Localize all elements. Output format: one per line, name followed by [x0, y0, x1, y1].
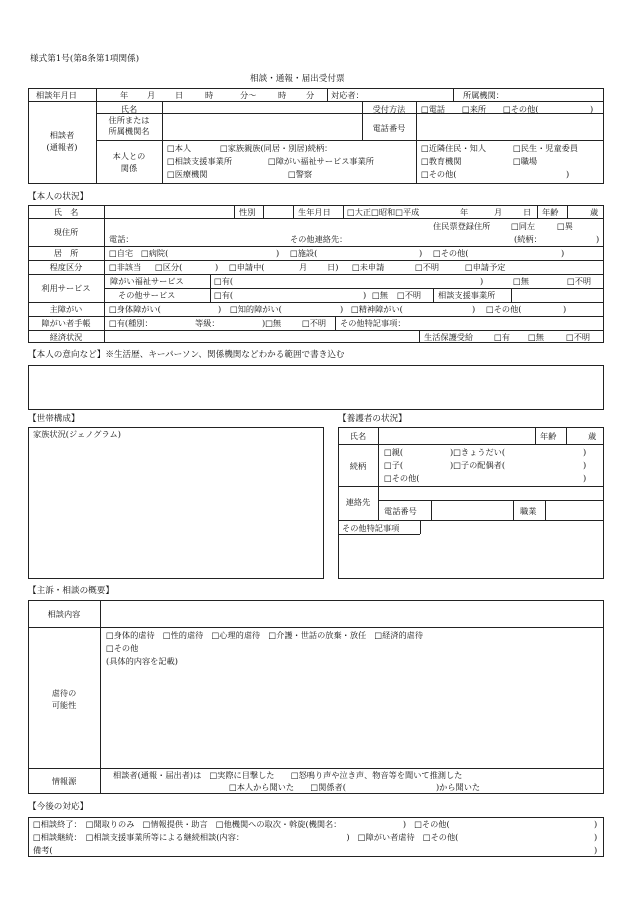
consultant-address-label: 住所または 所属機関名 [108, 115, 150, 136]
welfare-no[interactable]: □無 [528, 332, 544, 342]
abuse-possibility-label: 虐待の 可能性 [51, 688, 77, 710]
abuse-types[interactable]: □身体的虐待 □性的虐待 □心理的虐待 □介護・世話の放棄・放任 □経済的虐待 [106, 630, 424, 640]
level-applying[interactable]: □申請中( [229, 262, 265, 272]
level-day: 日) [327, 262, 339, 272]
relation-police[interactable]: □警察 [288, 169, 313, 179]
caregiver-notes-label: その他特記事項 [342, 523, 400, 533]
address-label: 現住所 [53, 227, 79, 237]
disability-mental-close: ) [472, 304, 476, 314]
date-unit-minute: 分〜 [240, 90, 257, 100]
other-service-none[interactable]: □無 [372, 290, 388, 300]
caregiver-other[interactable]: □その他( [384, 473, 420, 483]
relation-label: 本人との 関係 [112, 151, 146, 173]
other-service-unknown[interactable]: □不明 [397, 290, 422, 300]
info-source-line1[interactable]: 相談者(通報・届出者)は □実際に目撃した □怒鳴り声や泣き声、物音等を聞いて推測した [113, 770, 463, 780]
level-unknown[interactable]: □不明 [415, 262, 440, 272]
family-status-label: 家族状況(ジェノグラム) [33, 429, 121, 439]
disability-physical-close: ) [218, 304, 222, 314]
level-month: 月 [299, 262, 308, 272]
registered-same-option[interactable]: □同左 [511, 221, 536, 231]
caregiver-contact-label: 連絡先 [345, 497, 371, 507]
consultant-label: 相談者 (通報者) [46, 130, 78, 152]
form-title: 相談・通報・届出受付票 [250, 74, 345, 84]
welfare-label: 生活保護受給 [424, 332, 474, 342]
caregiver-parent[interactable]: □親( [384, 447, 404, 457]
consultant-name-label: 氏名 [120, 104, 138, 114]
dob-month-unit: 月 [494, 207, 503, 217]
intention-box[interactable] [28, 365, 604, 410]
special-notes-label: その他特記事項： [340, 318, 406, 328]
level-not-applied[interactable]: □未申請 [352, 262, 385, 272]
relation-family[interactable]: □家族親族(同居・別居)続柄： [220, 143, 333, 153]
caregiver-age-unit: 歳 [588, 431, 597, 441]
agency-label: 所属機関： [463, 90, 504, 100]
disability-other-close: ) [563, 304, 567, 314]
caregiver-job-label: 職業 [520, 506, 537, 516]
disability-intellectual-close: ) [340, 304, 344, 314]
dob-year-unit: 年 [460, 207, 469, 217]
level-scheduled[interactable]: □申請予定 [465, 262, 506, 272]
residence-other-close: ) [561, 248, 565, 258]
future-line1[interactable]: □相談終了： □聞取りのみ □情報提供・助言 □他機関への取次・斡旋(機関名： ) □その他( [33, 819, 450, 829]
relation-welfare-service[interactable]: □障がい福祉サービス事業所 [268, 156, 374, 166]
caregiver-child[interactable]: □子( [384, 460, 404, 470]
caregiver-relation-label: 続柄 [349, 461, 367, 471]
future-line2-close: ) [594, 832, 598, 842]
contact-relation-label: (続柄： [514, 234, 542, 244]
welfare-unknown[interactable]: □不明 [566, 332, 591, 342]
caregiver-sibling-close: ) [583, 447, 587, 457]
future-line1-close: ) [594, 819, 598, 829]
welfare-yes[interactable]: □有 [494, 332, 510, 342]
relation-neighbor[interactable]: □近隣住民・知人 [421, 143, 487, 153]
relation-workplace[interactable]: □職場 [513, 156, 538, 166]
other-contact-label: その他連絡先： [290, 234, 348, 244]
date-unit-minute2: 分 [306, 90, 315, 100]
household-section-header: 【世帯構成】 [28, 414, 80, 424]
other-service-close: ) [363, 290, 367, 300]
phone-label: 電話番号 [372, 123, 406, 133]
level-label: 程度区分 [49, 262, 83, 272]
date-unit-hour2: 時 [278, 90, 287, 100]
disability-physical[interactable]: □身体障がい( [109, 304, 161, 314]
date-unit-year: 年 [120, 90, 129, 100]
handbook-unknown[interactable]: □不明 [302, 318, 327, 328]
method-label: 受付方法 [372, 104, 406, 114]
economy-label: 経済状況 [49, 332, 83, 342]
caregiver-phone-label: 電話番号 [384, 506, 417, 516]
level-class-close: ) [215, 262, 219, 272]
staff-label: 対応者： [331, 90, 364, 100]
form-number: 様式第1号(第8条第1項関係) [30, 54, 140, 64]
caregiver-child-spouse[interactable]: )□子の配偶者( [450, 460, 506, 470]
household-box[interactable] [28, 427, 324, 579]
relation-welfare-commissioner[interactable]: □民生・児童委員 [513, 143, 579, 153]
residence-other[interactable]: □その他( [433, 248, 469, 258]
era-options[interactable]: □大正□昭和□平成 [347, 207, 420, 217]
consult-content-label: 相談内容 [47, 609, 81, 619]
relation-support-office[interactable]: □相談支援事業所 [167, 156, 233, 166]
other-service-label: その他サービス [118, 290, 176, 300]
handbook-label: 障がい者手帳 [41, 318, 91, 328]
support-office-label: 相談支援事業所 [438, 290, 496, 300]
welfare-service-close: ) [480, 276, 484, 286]
other-service-yes[interactable]: □有( [214, 290, 234, 300]
gender-label: 性別 [239, 207, 256, 217]
relation-self[interactable]: □本人 [167, 143, 192, 153]
relation-medical[interactable]: □医療機関 [167, 169, 208, 179]
handbook-yes[interactable]: □有(種別： [109, 318, 153, 328]
disability-other[interactable]: □その他( [486, 304, 522, 314]
caregiver-other-close: ) [583, 473, 587, 483]
caregiver-section-header: 【養護者の状況】 [338, 414, 407, 424]
caregiver-name-label: 氏名 [349, 431, 367, 441]
info-source-line2[interactable]: □本人から聞いた □関係者( )から聞いた [229, 782, 481, 792]
method-other[interactable]: □その他( [503, 104, 539, 114]
handbook-grade-label: 等級： [195, 318, 220, 328]
future-line2[interactable]: □相談継続： □相談支援事業所等による継続相談(内容： ) □障がい者虐待 □その他( [33, 832, 459, 842]
intention-section-header: 【本人の意向など】※生活歴、キーパーソン、関係機関などわかる範囲で書き込む [28, 350, 345, 360]
future-notes-close: ) [594, 845, 598, 855]
future-notes[interactable]: 備考( [33, 845, 53, 855]
service-label: 利用サービス [41, 283, 91, 293]
caregiver-age-label: 年齢 [540, 431, 557, 441]
welfare-service-unknown[interactable]: □不明 [567, 276, 592, 286]
relation-other[interactable]: □その他( [421, 169, 457, 179]
registered-diff-option[interactable]: □異 [557, 221, 573, 231]
date-label: 相談年月日 [36, 90, 77, 100]
date-unit-day: 日 [175, 90, 184, 100]
residence-label: 居 所 [53, 248, 79, 258]
method-close: ) [590, 104, 594, 114]
disability-label: 主障がい [49, 304, 83, 314]
method-visit[interactable]: □来所 [462, 104, 487, 114]
person-age-unit: 歳 [590, 207, 599, 217]
registered-address-label: 住民票登録住所 [433, 221, 491, 231]
future-section-header: 【今後の対応】 [28, 802, 89, 812]
person-phone-label: 電話： [109, 234, 134, 244]
level-none[interactable]: □非該当 [109, 262, 142, 272]
residence-facility-close: ) [419, 248, 423, 258]
date-unit-month: 月 [147, 90, 156, 100]
person-section-header: 【本人の状況】 [28, 192, 89, 202]
person-name-label: 氏 名 [53, 207, 79, 217]
relation-other-close: ) [566, 169, 570, 179]
contact-relation-close: ) [596, 234, 600, 244]
residence-facility[interactable]: □施設( [290, 248, 318, 258]
residence-hospital[interactable]: □病院( [141, 248, 169, 258]
caregiver-child-spouse-close: ) [583, 460, 587, 470]
welfare-service-yes[interactable]: □有( [214, 276, 234, 286]
relation-education[interactable]: □教育機関 [421, 156, 462, 166]
date-unit-hour: 時 [205, 90, 214, 100]
disability-intellectual[interactable]: □知的障がい( [230, 304, 282, 314]
handbook-none[interactable]: )□無 [262, 318, 282, 328]
disability-mental[interactable]: □精神障がい( [351, 304, 403, 314]
abuse-other[interactable]: □その他 [106, 643, 139, 653]
level-class[interactable]: □区分( [155, 262, 183, 272]
residence-hospital-close: ) [276, 248, 280, 258]
person-age-label: 年齢 [542, 207, 559, 217]
welfare-service-none[interactable]: □無 [513, 276, 529, 286]
info-source-label: 情報源 [51, 776, 77, 786]
abuse-detail-label: (具体的内容を記載) [106, 656, 178, 666]
method-phone[interactable]: □電話 [421, 104, 446, 114]
welfare-service-label: 障がい福祉サービス [110, 276, 184, 286]
complaint-section-header: 【主訴・相談の概要】 [28, 586, 114, 596]
caregiver-sibling[interactable]: )□きょうだい( [450, 447, 506, 457]
residence-home[interactable]: □自宅 [109, 248, 134, 258]
dob-label: 生年月日 [298, 207, 331, 217]
dob-day-unit: 日 [523, 207, 532, 217]
